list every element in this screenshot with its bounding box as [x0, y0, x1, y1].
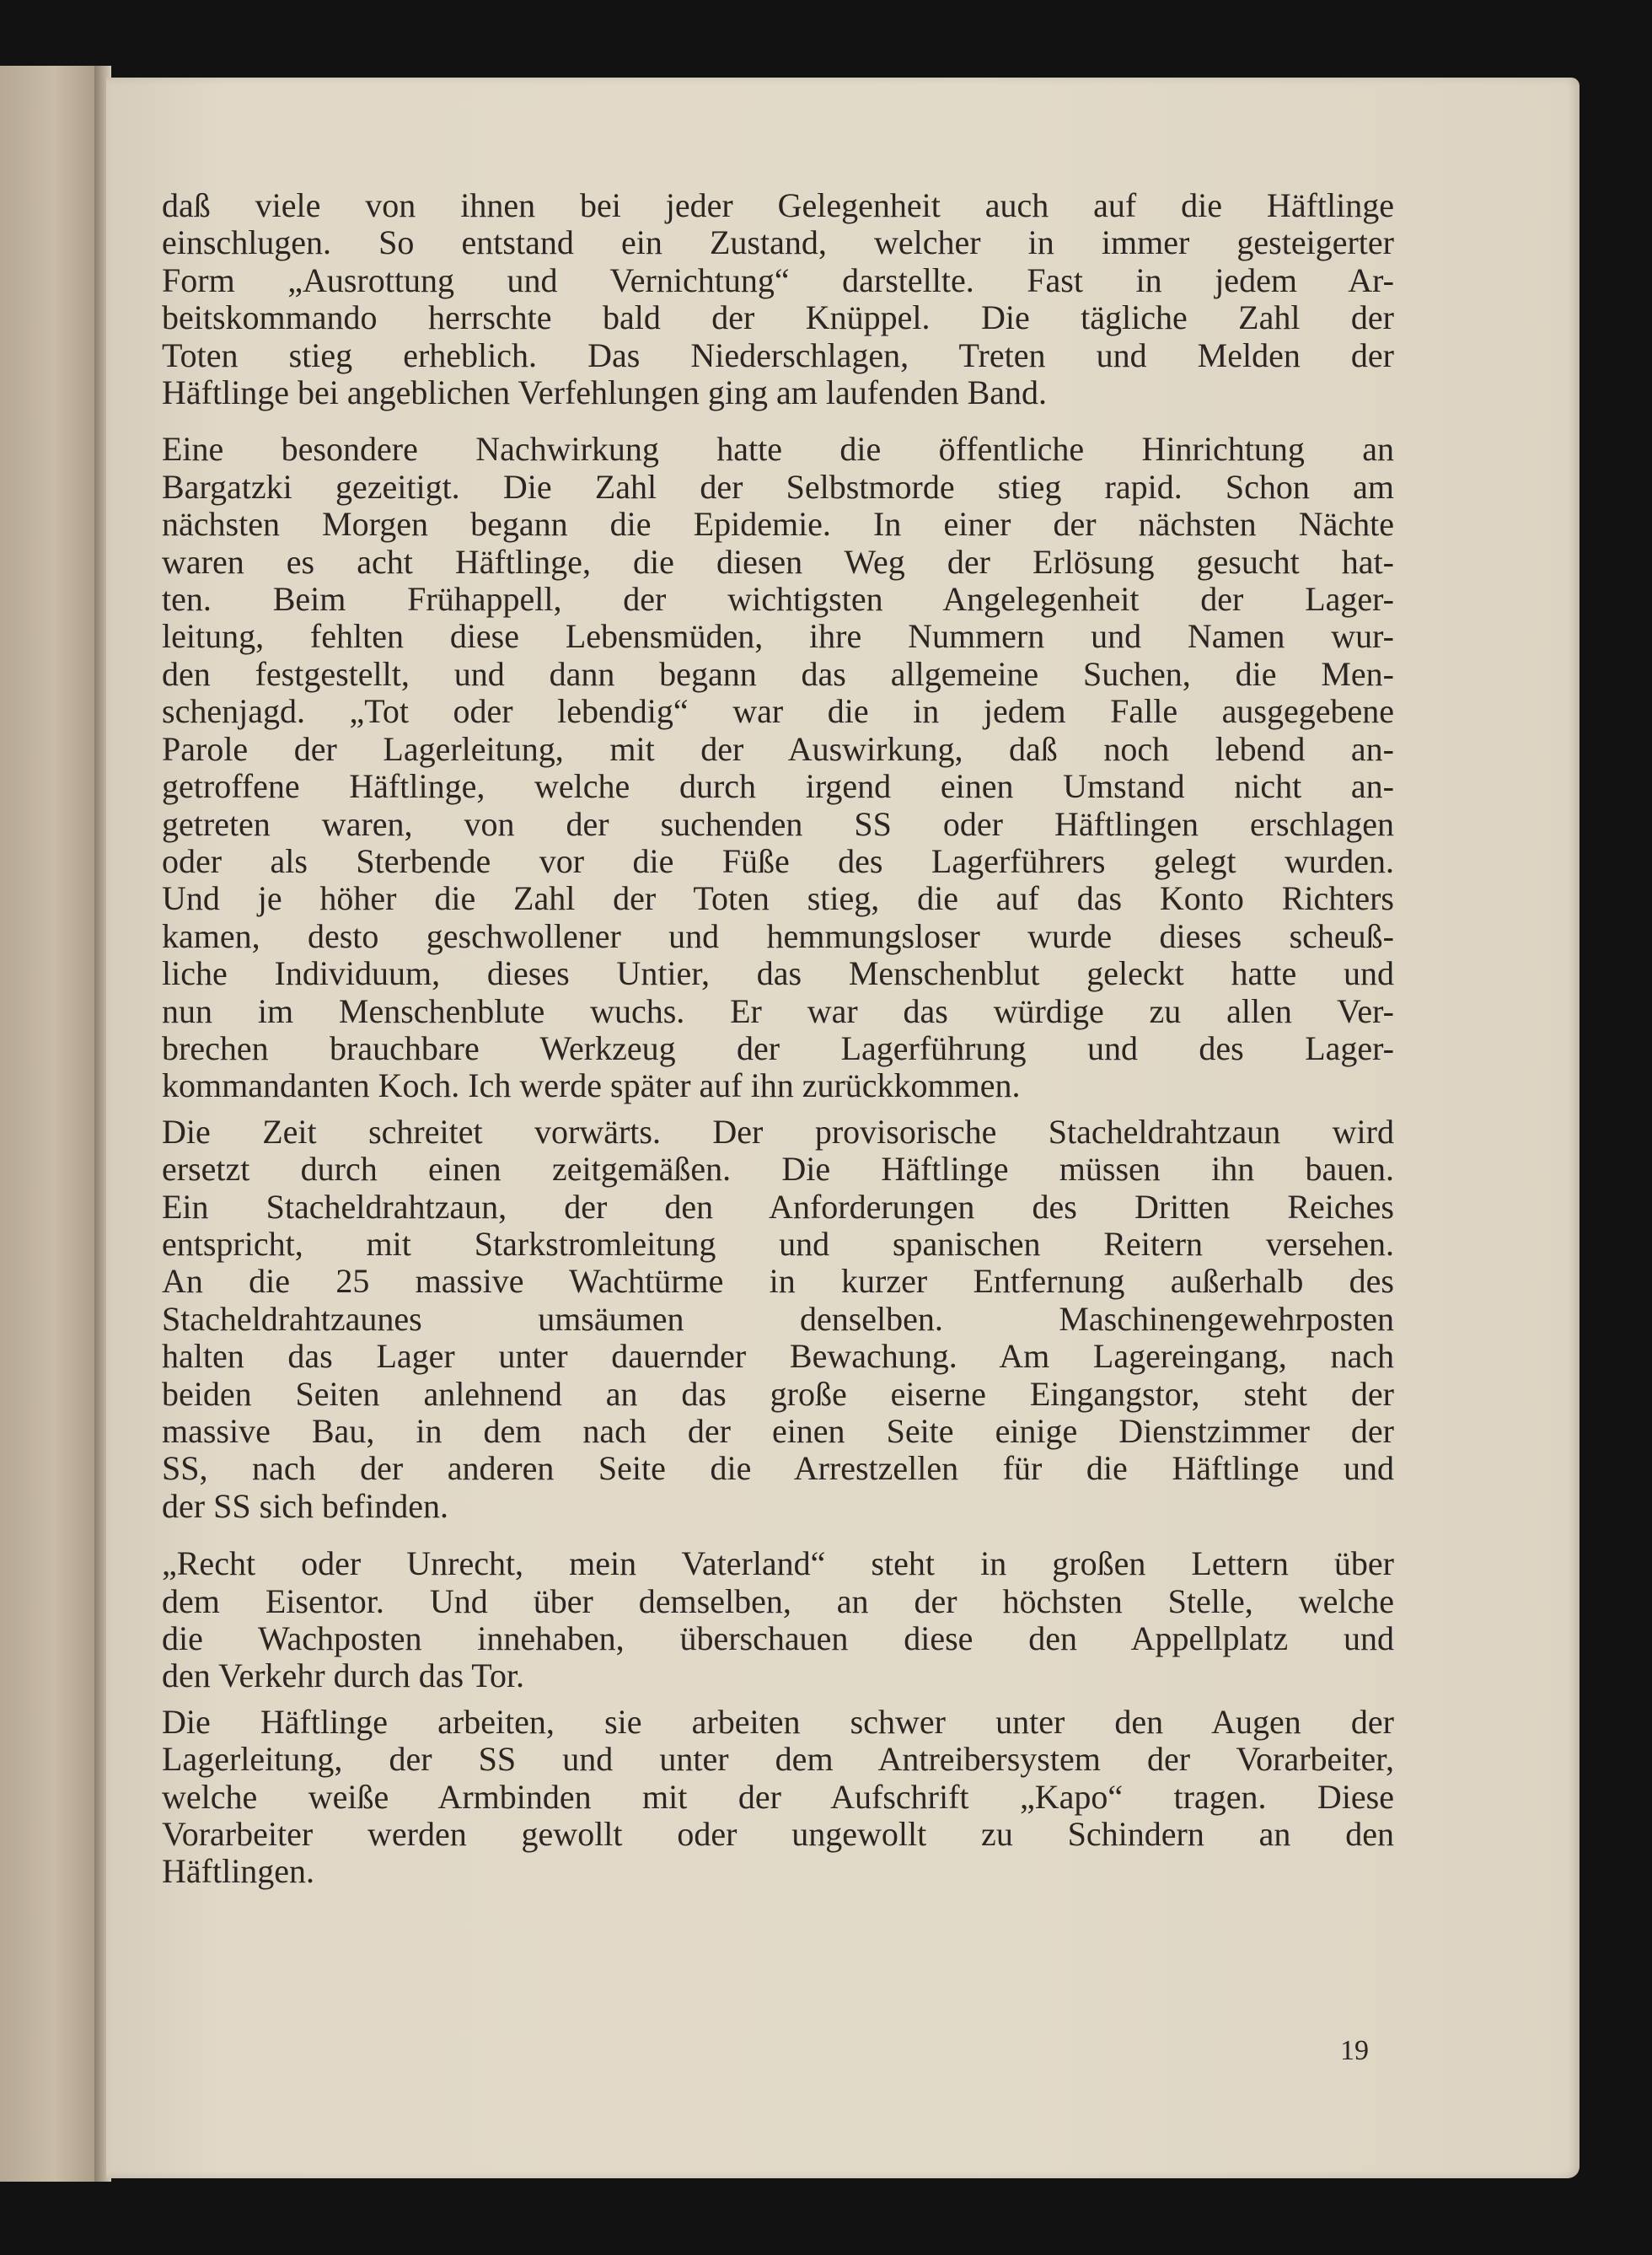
text-line: massive Bau, in dem nach der einen Seite einige Dienstzimmer der — [162, 1412, 1394, 1450]
text-line: Die Häftlinge arbeiten, sie arbeiten schwer unter den Augen der — [162, 1702, 1394, 1741]
text-line: brechen brauchbare Werkzeug der Lagerführung und des Lager- — [162, 1028, 1394, 1067]
text-line: Eine besondere Nachwirkung hatte die öffentliche Hinrichtung an — [162, 430, 1394, 469]
text-line: Und je höher die Zahl der Toten stieg, die auf das Konto Richters — [162, 879, 1394, 918]
text-line: ten. Beim Frühappell, der wichtigsten Angelegenheit der Lager- — [162, 580, 1394, 619]
text-line: waren es acht Häftlinge, die diesen Weg der Erlösung gesucht hat- — [162, 542, 1394, 581]
text-line: daß viele von ihnen bei jeder Gelegenheit auch auf die Häftlinge — [162, 186, 1394, 224]
text-line: beiden Seiten anlehnend an das große eiserne Eingangstor, steht der — [162, 1374, 1394, 1413]
text-line: Vorarbeiter werden gewollt oder ungewollt zu Schindern an den — [162, 1815, 1394, 1854]
facing-page-edge — [0, 66, 99, 2182]
text-line: Toten stieg erheblich. Das Niederschlagen, Treten und Melden der — [162, 336, 1394, 374]
text-line: oder als Sterbende vor die Füße des Lagerführers gelegt wurden. — [162, 841, 1394, 880]
text-line: einschlugen. So entstand ein Zustand, welcher in immer gesteigerter — [162, 223, 1394, 262]
text-line: welche weiße Armbinden mit der Aufschrift „Kapo“ tragen. Diese — [162, 1777, 1394, 1816]
text-line: Häftlinge bei angeblichen Verfehlungen ging am laufenden Band. — [162, 373, 1048, 412]
paragraph — [162, 1545, 1394, 1695]
text-line: Ein Stacheldrahtzaun, der den Anforderungen des Dritten Reiches — [162, 1187, 1394, 1226]
text-line: ersetzt durch einen zeitgemäßen. Die Häftlinge müssen ihn bauen. — [162, 1150, 1394, 1189]
text-line: schenjagd. „Tot oder lebendig“ war die in jedem Falle ausgegebene — [162, 692, 1394, 731]
text-line: Lagerleitung, der SS und unter dem Antreibersystem der Vorarbeiter, — [162, 1740, 1394, 1779]
text-line: An die 25 massive Wachtürme in kurzer Entfernung außerhalb des — [162, 1262, 1394, 1301]
paragraph — [162, 187, 1394, 411]
text-line: Häftlingen. — [162, 1852, 315, 1891]
text-line: Form „Ausrottung und Vernichtung“ darstellte. Fast in jedem Ar- — [162, 260, 1394, 299]
text-line: getroffene Häftlinge, welche durch irgend einen Umstand nicht an- — [162, 767, 1394, 806]
text-line: den Verkehr durch das Tor. — [162, 1656, 525, 1695]
paragraph — [162, 1114, 1394, 1525]
text-line: halten das Lager unter dauernder Bewachung. Am Lagereingang, nach — [162, 1337, 1394, 1376]
paragraph — [162, 431, 1394, 1104]
text-line: Bargatzki gezeitigt. Die Zahl der Selbstmorde stieg rapid. Schon am — [162, 467, 1394, 506]
text-line: entspricht, mit Starkstromleitung und spanischen Reitern versehen. — [162, 1224, 1394, 1263]
body-text — [162, 187, 1394, 1891]
text-line: dem Eisentor. Und über demselben, an der höchsten Stelle, welche — [162, 1581, 1394, 1620]
text-line: Stacheldrahtzaunes umsäumen denselben. Maschinengewehrposten — [162, 1299, 1394, 1338]
paragraph — [162, 1704, 1394, 1891]
text-line: Die Zeit schreitet vorwärts. Der provisorische Stacheldrahtzaun wird — [162, 1112, 1394, 1151]
text-line: leitung, fehlten diese Lebensmüden, ihre Nummern und Namen wur- — [162, 617, 1394, 656]
page-number: 19 — [1340, 2035, 1369, 2066]
text-line: getreten waren, von der suchenden SS oder Häftlingen erschlagen — [162, 804, 1394, 843]
text-line: kamen, desto geschwollener und hemmungsloser wurde dieses scheuß- — [162, 916, 1394, 955]
text-line: die Wachposten innehaben, überschauen diese den Appellplatz und — [162, 1619, 1394, 1658]
text-line: nächsten Morgen begann die Epidemie. In einer der nächsten Nächte — [162, 505, 1394, 544]
text-line: Parole der Lagerleitung, mit der Auswirkung, daß noch lebend an- — [162, 729, 1394, 768]
text-line: SS, nach der anderen Seite die Arrestzellen für die Häftlinge und — [162, 1449, 1394, 1488]
text-line: kommandanten Koch. Ich werde später auf ihn zurückkommen. — [162, 1066, 1021, 1105]
text-line: den festgestellt, und dann begann das allgemeine Suchen, die Men- — [162, 654, 1394, 693]
text-line: „Recht oder Unrecht, mein Vaterland“ steht in großen Lettern über — [162, 1544, 1394, 1583]
text-line: der SS sich befinden. — [162, 1486, 448, 1525]
text-line: nun im Menschenblute wuchs. Er war das würdige zu allen Ver- — [162, 991, 1394, 1030]
text-line: liche Individuum, dieses Untier, das Menschenblut geleckt hatte und — [162, 954, 1394, 993]
text-line: beitskommando herrschte bald der Knüppel. Die tägliche Zahl der — [162, 298, 1394, 337]
